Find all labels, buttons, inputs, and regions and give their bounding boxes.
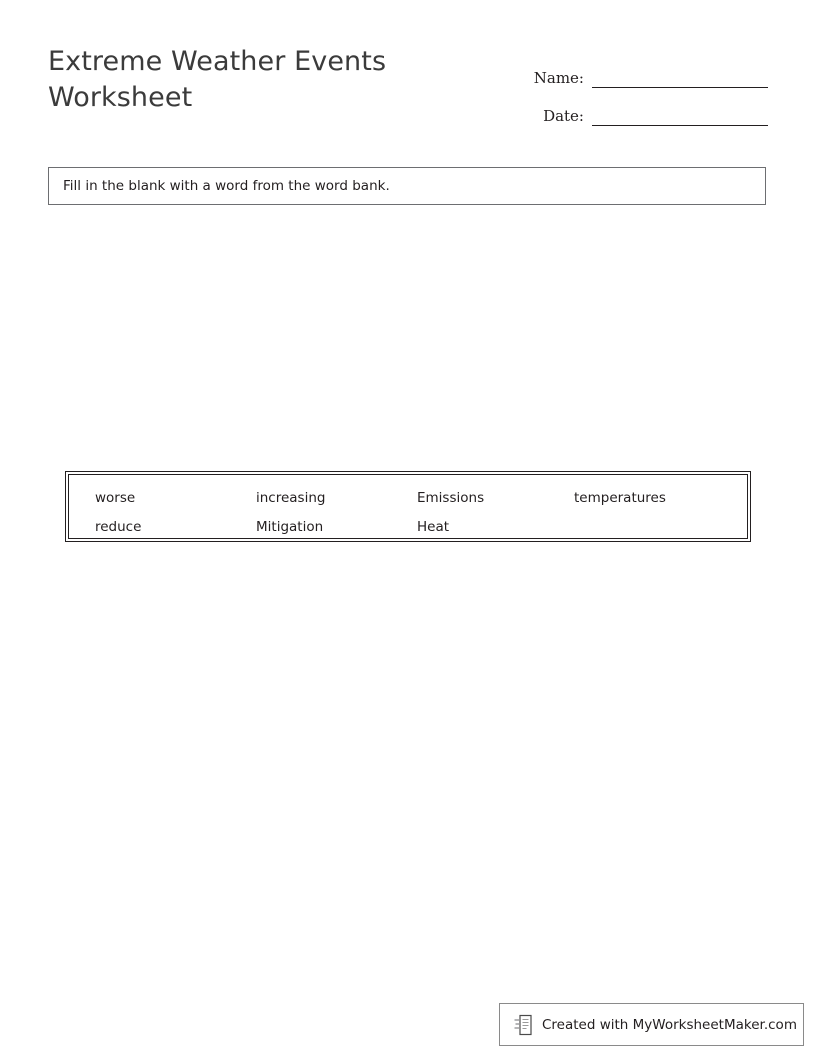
word-bank-item: Heat	[417, 519, 450, 535]
date-input-line[interactable]	[592, 106, 768, 126]
worksheet-maker-logo-icon	[514, 1014, 534, 1036]
word-bank-item: Emissions	[417, 490, 485, 506]
worksheet-header	[48, 44, 768, 134]
word-bank-item: temperatures	[574, 490, 666, 506]
badge-label: Created with MyWorksheetMaker.com	[542, 1016, 797, 1033]
word-bank-item: worse	[95, 490, 136, 506]
created-with-badge[interactable]	[499, 1003, 804, 1046]
instruction-box	[48, 167, 766, 205]
date-label: Date:	[543, 107, 584, 125]
date-row	[468, 88, 768, 126]
name-date-block	[468, 50, 768, 126]
word-bank-item: reduce	[95, 519, 142, 535]
word-bank-grid	[95, 484, 739, 534]
word-bank-inner-border	[68, 474, 748, 539]
name-label: Name:	[533, 69, 584, 87]
page-title: Extreme Weather Events Worksheet	[48, 46, 387, 113]
word-bank-item: Mitigation	[256, 519, 324, 535]
name-row	[468, 50, 768, 88]
word-bank	[65, 471, 751, 542]
word-bank-item: increasing	[256, 490, 326, 506]
instruction-text: Fill in the blank with a word from the word bank.	[63, 178, 390, 194]
name-input-line[interactable]	[592, 68, 768, 88]
